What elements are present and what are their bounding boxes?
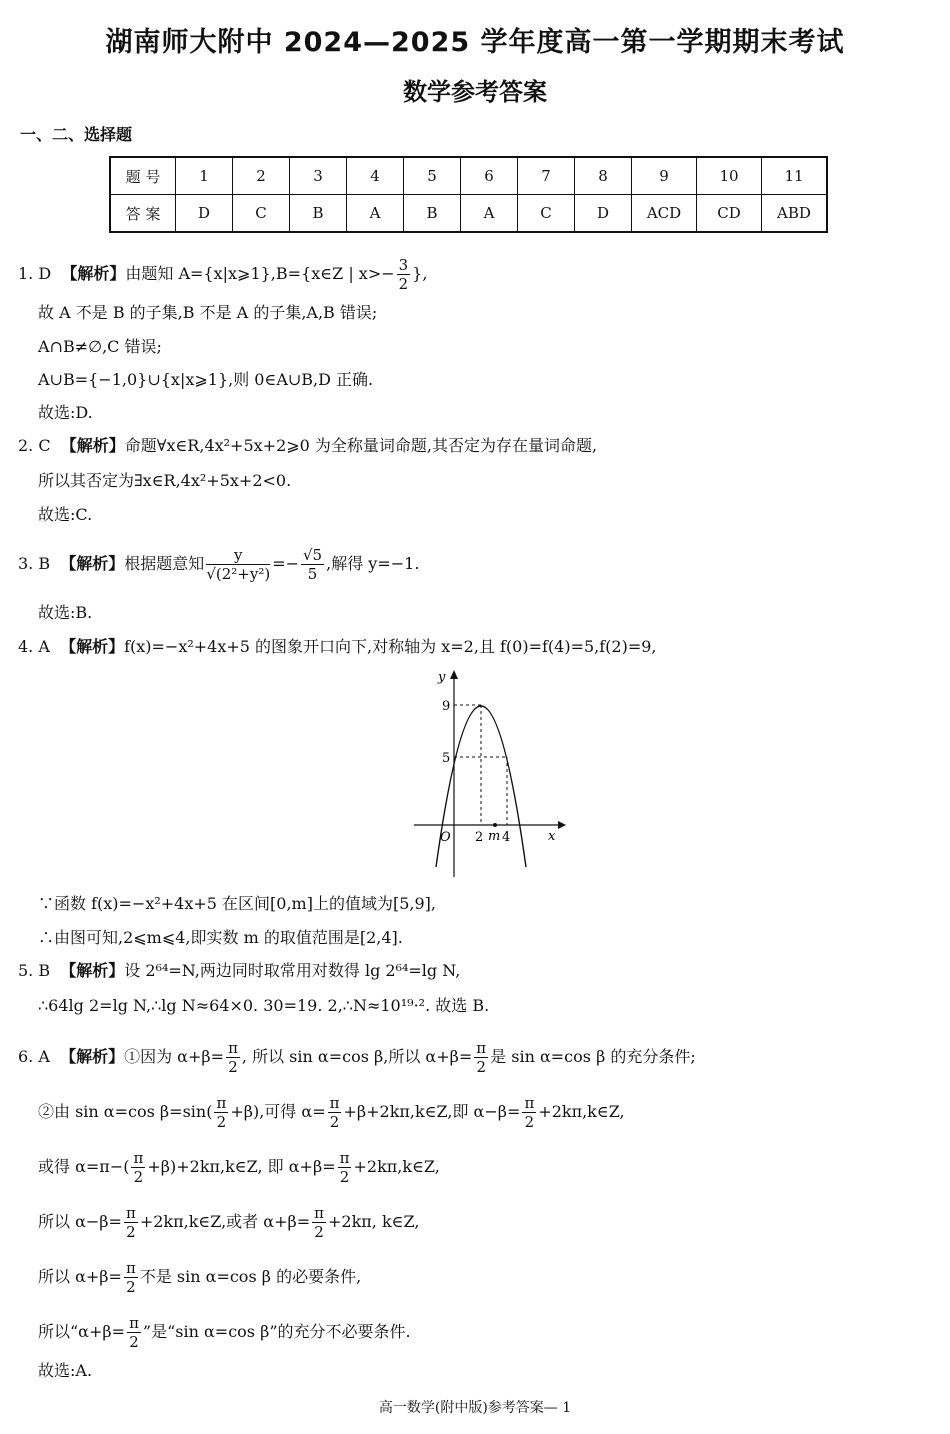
parabola-graph (408, 665, 568, 880)
q3-text: 根据题意知 (124, 554, 205, 573)
q2-line-1 (18, 435, 597, 457)
fraction-pi-half (124, 1259, 138, 1296)
numerator: π (125, 1259, 136, 1277)
denominator: 2 (476, 1058, 486, 1076)
fraction-pi-half (312, 1204, 326, 1241)
q2-line-3: 故选:C. (38, 505, 93, 524)
q6-text: +2kπ,k∈Z, (353, 1157, 440, 1176)
denominator: 2 (339, 1168, 350, 1186)
point-m (493, 823, 497, 827)
q6-line-1 (18, 1039, 696, 1076)
q4-line-3: ∴由图可知,2⩽m⩽4,即实数 m 的取值范围是[2,4]. (38, 928, 403, 947)
fraction-pi-half (214, 1094, 228, 1131)
q3-line-1 (18, 546, 419, 583)
fraction-pi-half (328, 1094, 342, 1131)
number-cell: 8 (575, 157, 632, 195)
fraction (301, 546, 324, 583)
denominator: 2 (216, 1113, 227, 1131)
answer-table-number-row (110, 157, 827, 195)
denominator: 5 (307, 565, 318, 583)
question-number: 5. B (18, 961, 51, 980)
answer-cell: C (518, 195, 575, 233)
fraction-pi-half (124, 1204, 138, 1241)
numerator: π (125, 1204, 136, 1222)
numerator: π (329, 1094, 340, 1112)
answer-cell: B (404, 195, 461, 233)
q3-line-2: 故选:B. (38, 603, 93, 622)
number-cell: 4 (347, 157, 404, 195)
answer-cell: A (347, 195, 404, 233)
q1-line-4: A∪B={−1,0}∪{x|x⩾1},则 0∈A∪B,D 正确. (38, 370, 374, 389)
answer-cell: C (233, 195, 290, 233)
q1-line-5: 故选:D. (38, 403, 93, 422)
q6-text: ②由 sin α=cos β=sin( (38, 1102, 213, 1121)
numerator: √5 (303, 546, 323, 564)
number-cell: 11 (762, 157, 828, 195)
denominator: 2 (398, 275, 409, 293)
denominator: 2 (329, 1113, 340, 1131)
x-tick-m: m (488, 829, 501, 844)
x-axis-label: x (548, 829, 556, 844)
q1-line-2: 故 A 不是 B 的子集,B 不是 A 的子集,A,B 错误; (38, 303, 378, 322)
fraction-pi-half (127, 1314, 141, 1351)
page-subtitle: 数学参考答案 (403, 78, 547, 106)
fraction-pi-half (522, 1094, 536, 1131)
q6-line-3 (38, 1149, 440, 1186)
fraction-pi-half (338, 1149, 352, 1186)
q6-text: , 所以 sin α=cos β,所以 α+β= (241, 1047, 473, 1066)
answer-cell: A (461, 195, 518, 233)
q2-text: 命题∀x∈R,4x²+5x+2⩾0 为全称量词命题,其否定为存在量词命题, (124, 436, 598, 455)
q4-line-2: ∵函数 f(x)=−x²+4x+5 在区间[0,m]上的值域为[5,9], (38, 894, 436, 913)
x-tick-4: 4 (502, 830, 511, 845)
q4-line-1 (18, 636, 657, 658)
numerator: 3 (398, 256, 409, 274)
denominator: 2 (126, 1223, 136, 1241)
question-number: 6. A (18, 1047, 50, 1066)
numerator: π (129, 1314, 139, 1332)
answer-cell: D (575, 195, 632, 233)
q6-text: 所以 α+β= (38, 1267, 122, 1286)
answer-cell: D (176, 195, 233, 233)
q5-text: 设 2⁶⁴=N,两边同时取常用对数得 lg 2⁶⁴=lg N, (124, 961, 461, 980)
answer-cell: ACD (632, 195, 697, 233)
analysis-tag: 【解析】 (60, 1047, 125, 1066)
q6-text: 是 sin α=cos β 的充分条件; (490, 1047, 696, 1066)
number-cell: 2 (233, 157, 290, 195)
numerator: π (476, 1039, 487, 1057)
q5-line-1 (18, 960, 460, 982)
number-cell: 10 (697, 157, 762, 195)
number-cell: 5 (404, 157, 461, 195)
q6-text: +2kπ, k∈Z, (328, 1212, 420, 1231)
numerator: π (524, 1094, 535, 1112)
y-tick-9: 9 (442, 699, 451, 714)
answer-table (109, 156, 828, 233)
equals: =− (272, 554, 299, 573)
numerator: π (216, 1094, 227, 1112)
fraction-pi-half (226, 1039, 240, 1076)
q6-line-5 (38, 1259, 361, 1296)
q2-line-2: 所以其否定为∃x∈R,4x²+5x+2<0. (38, 471, 292, 490)
page-title: 湖南师大附中 2024—2025 学年度高一第一学期期末考试 (105, 27, 845, 58)
question-number: 2. C (18, 436, 51, 455)
q1-line-1 (18, 256, 427, 293)
numerator: π (228, 1039, 238, 1057)
section-heading: 一、二、选择题 (20, 125, 133, 144)
question-number: 4. A (18, 637, 50, 656)
numerator: π (314, 1204, 324, 1222)
question-number: 3. B (18, 554, 51, 573)
denominator: 2 (133, 1168, 144, 1186)
q5-line-2: ∴64lg 2=lg N,∴lg N≈64×0. 30=19. 2,∴N≈10¹⁹·². 故选 B. (38, 996, 490, 1015)
y-axis-label: y (438, 670, 446, 685)
denominator: 2 (314, 1223, 324, 1241)
numerator: π (133, 1149, 144, 1167)
number-cell: 7 (518, 157, 575, 195)
q6-text: +2kπ,k∈Z, (538, 1102, 625, 1121)
fraction-pi-half (474, 1039, 488, 1076)
q6-line-2 (38, 1094, 625, 1131)
q6-line-7: 故选:A. (38, 1361, 93, 1380)
analysis-tag: 【解析】 (60, 961, 125, 980)
q6-text: +2kπ,k∈Z,或者 α+β= (139, 1212, 311, 1231)
fraction (397, 256, 411, 293)
number-cell: 3 (290, 157, 347, 195)
answer-table-answer-row (110, 195, 827, 233)
denominator: 2 (524, 1113, 535, 1131)
analysis-tag: 【解析】 (61, 264, 126, 283)
question-number: 1. D (18, 264, 52, 283)
answer-cell: ABD (762, 195, 828, 233)
q6-text: +β)+2kπ,k∈Z, 即 α+β= (147, 1157, 336, 1176)
denominator: 2 (126, 1278, 136, 1296)
q4-text: f(x)=−x²+4x+5 的图象开口向下,对称轴为 x=2,且 f(0)=f(4)=5,f(2)=9, (124, 637, 657, 656)
q6-text: 或得 α=π−( (38, 1157, 130, 1176)
q6-text: ①因为 α+β= (124, 1047, 225, 1066)
y-tick-5: 5 (442, 751, 451, 766)
origin-label: O (440, 830, 451, 845)
number-cell: 9 (632, 157, 697, 195)
q6-text: +β),可得 α= (230, 1102, 326, 1121)
denominator: 2 (129, 1333, 139, 1351)
row-label: 答 案 (110, 195, 176, 233)
analysis-tag: 【解析】 (60, 436, 125, 455)
fraction-pi-half (131, 1149, 145, 1186)
x-tick-2: 2 (475, 830, 484, 845)
row-label: 题 号 (110, 157, 176, 195)
q3-result: ,解得 y=−1. (326, 554, 420, 573)
q1-set-end: }, (412, 264, 428, 283)
denominator: 2 (228, 1058, 238, 1076)
numerator: y (206, 546, 270, 565)
analysis-tag: 【解析】 (60, 554, 125, 573)
q6-text: ”是“sin α=cos β”的充分不必要条件. (142, 1322, 411, 1341)
answer-cell: B (290, 195, 347, 233)
page-footer: 高一数学(附中版)参考答案— 1 (378, 1400, 572, 1416)
y-axis-arrow (450, 670, 458, 679)
number-cell: 1 (176, 157, 233, 195)
q1-line-3: A∩B≠∅,C 错误; (38, 337, 162, 356)
q6-line-6 (38, 1314, 411, 1351)
q6-text: 所以 α−β= (38, 1212, 122, 1231)
q6-text: 所以“α+β= (38, 1322, 126, 1341)
number-cell: 6 (461, 157, 518, 195)
q6-text: 不是 sin α=cos β 的必要条件, (139, 1267, 362, 1286)
x-axis-arrow (558, 821, 566, 829)
analysis-tag: 【解析】 (60, 637, 125, 656)
denominator: √(2²+y²) (206, 565, 271, 583)
q6-text: +β+2kπ,k∈Z,即 α−β= (343, 1102, 521, 1121)
answer-cell: CD (697, 195, 762, 233)
q1-set: {x∈Z | x>− (301, 264, 395, 283)
q6-line-4 (38, 1204, 419, 1241)
numerator: π (339, 1149, 350, 1167)
q1-text: 由题知 A={x|x⩾1},B= (125, 264, 302, 283)
fraction (206, 546, 270, 583)
